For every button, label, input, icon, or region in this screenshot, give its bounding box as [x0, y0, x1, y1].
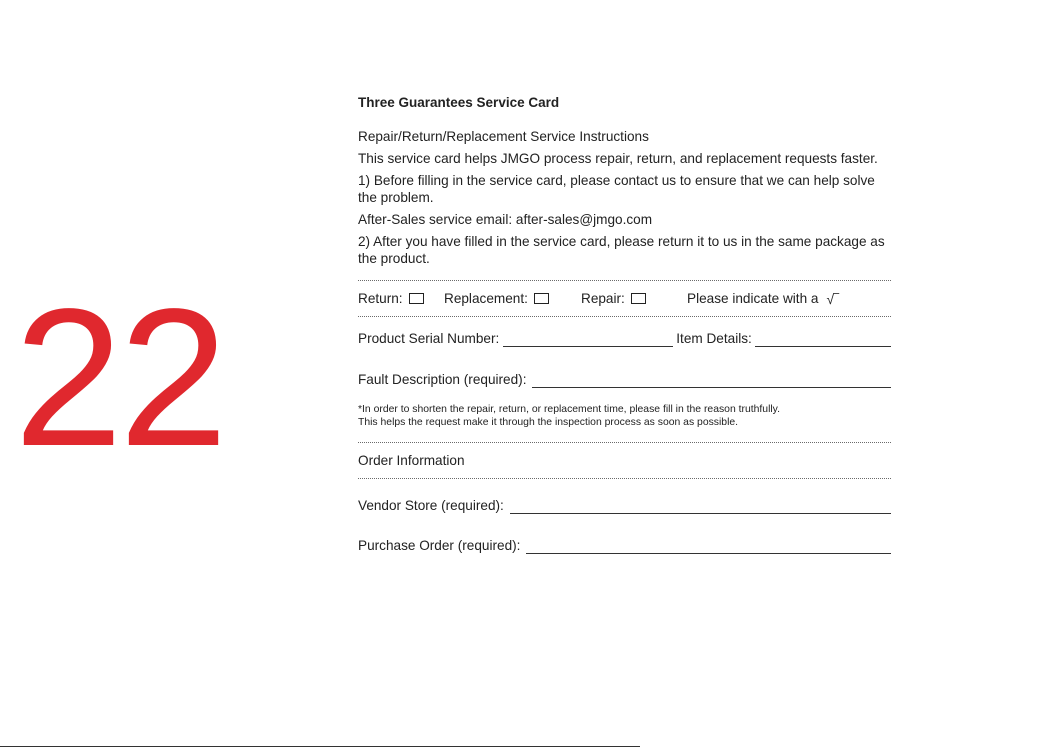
note-line-2: This helps the request make it through the inspection process as soon as possible. [358, 417, 739, 428]
repair-option[interactable] [581, 290, 687, 307]
order-information-heading: Order Information [358, 453, 465, 468]
repair-label: Repair: [581, 291, 625, 306]
return-option[interactable] [358, 290, 444, 307]
bottom-rule [0, 746, 640, 747]
dotted-divider [358, 280, 891, 281]
item-details-label: Item Details: [676, 331, 752, 346]
email-text: After-Sales service email: after-sales@jmgo.com [358, 212, 653, 227]
vendor-store-field[interactable] [510, 500, 891, 514]
service-type-row [358, 290, 891, 307]
return-checkbox[interactable] [409, 293, 424, 304]
fault-row [358, 371, 891, 388]
return-label: Return: [358, 291, 403, 306]
dotted-divider [358, 442, 891, 443]
service-card [358, 94, 891, 554]
dotted-divider [358, 316, 891, 317]
replacement-label: Replacement: [444, 291, 528, 306]
fault-description-field[interactable] [532, 374, 891, 388]
repair-checkbox[interactable] [631, 293, 646, 304]
serial-number-field[interactable] [503, 333, 673, 347]
purchase-row [358, 537, 891, 554]
intro-text: This service card helps JMGO process repair, return, and replacement requests faster. [358, 151, 878, 166]
purchase-order-label: Purchase Order (required): [358, 538, 521, 553]
indicate-hint: Please indicate with a [687, 291, 819, 306]
item-details-field[interactable] [755, 333, 891, 347]
page-number: 22 [14, 268, 225, 487]
step-1-text: 1) Before filling in the service card, please contact us to ensure that we can help solve the problem. [358, 173, 875, 205]
card-title: Three Guarantees Service Card [358, 95, 560, 110]
replacement-option[interactable] [444, 290, 581, 307]
serial-number-label: Product Serial Number: [358, 331, 500, 346]
replacement-checkbox[interactable] [534, 293, 549, 304]
checkmark-symbol-icon: √‾ [826, 290, 839, 307]
fault-description-label: Fault Description (required): [358, 372, 527, 387]
dotted-divider [358, 478, 891, 479]
step-2-text: 2) After you have filled in the service card, please return it to us in the same package as the product. [358, 234, 885, 266]
purchase-order-field[interactable] [526, 540, 891, 554]
note-line-1: *In order to shorten the repair, return, or replacement time, please fill in the reason truthfully. [358, 404, 780, 415]
vendor-store-label: Vendor Store (required): [358, 498, 504, 513]
serial-row [358, 330, 891, 347]
instructions-heading: Repair/Return/Replacement Service Instructions [358, 129, 649, 144]
vendor-row [358, 497, 891, 514]
